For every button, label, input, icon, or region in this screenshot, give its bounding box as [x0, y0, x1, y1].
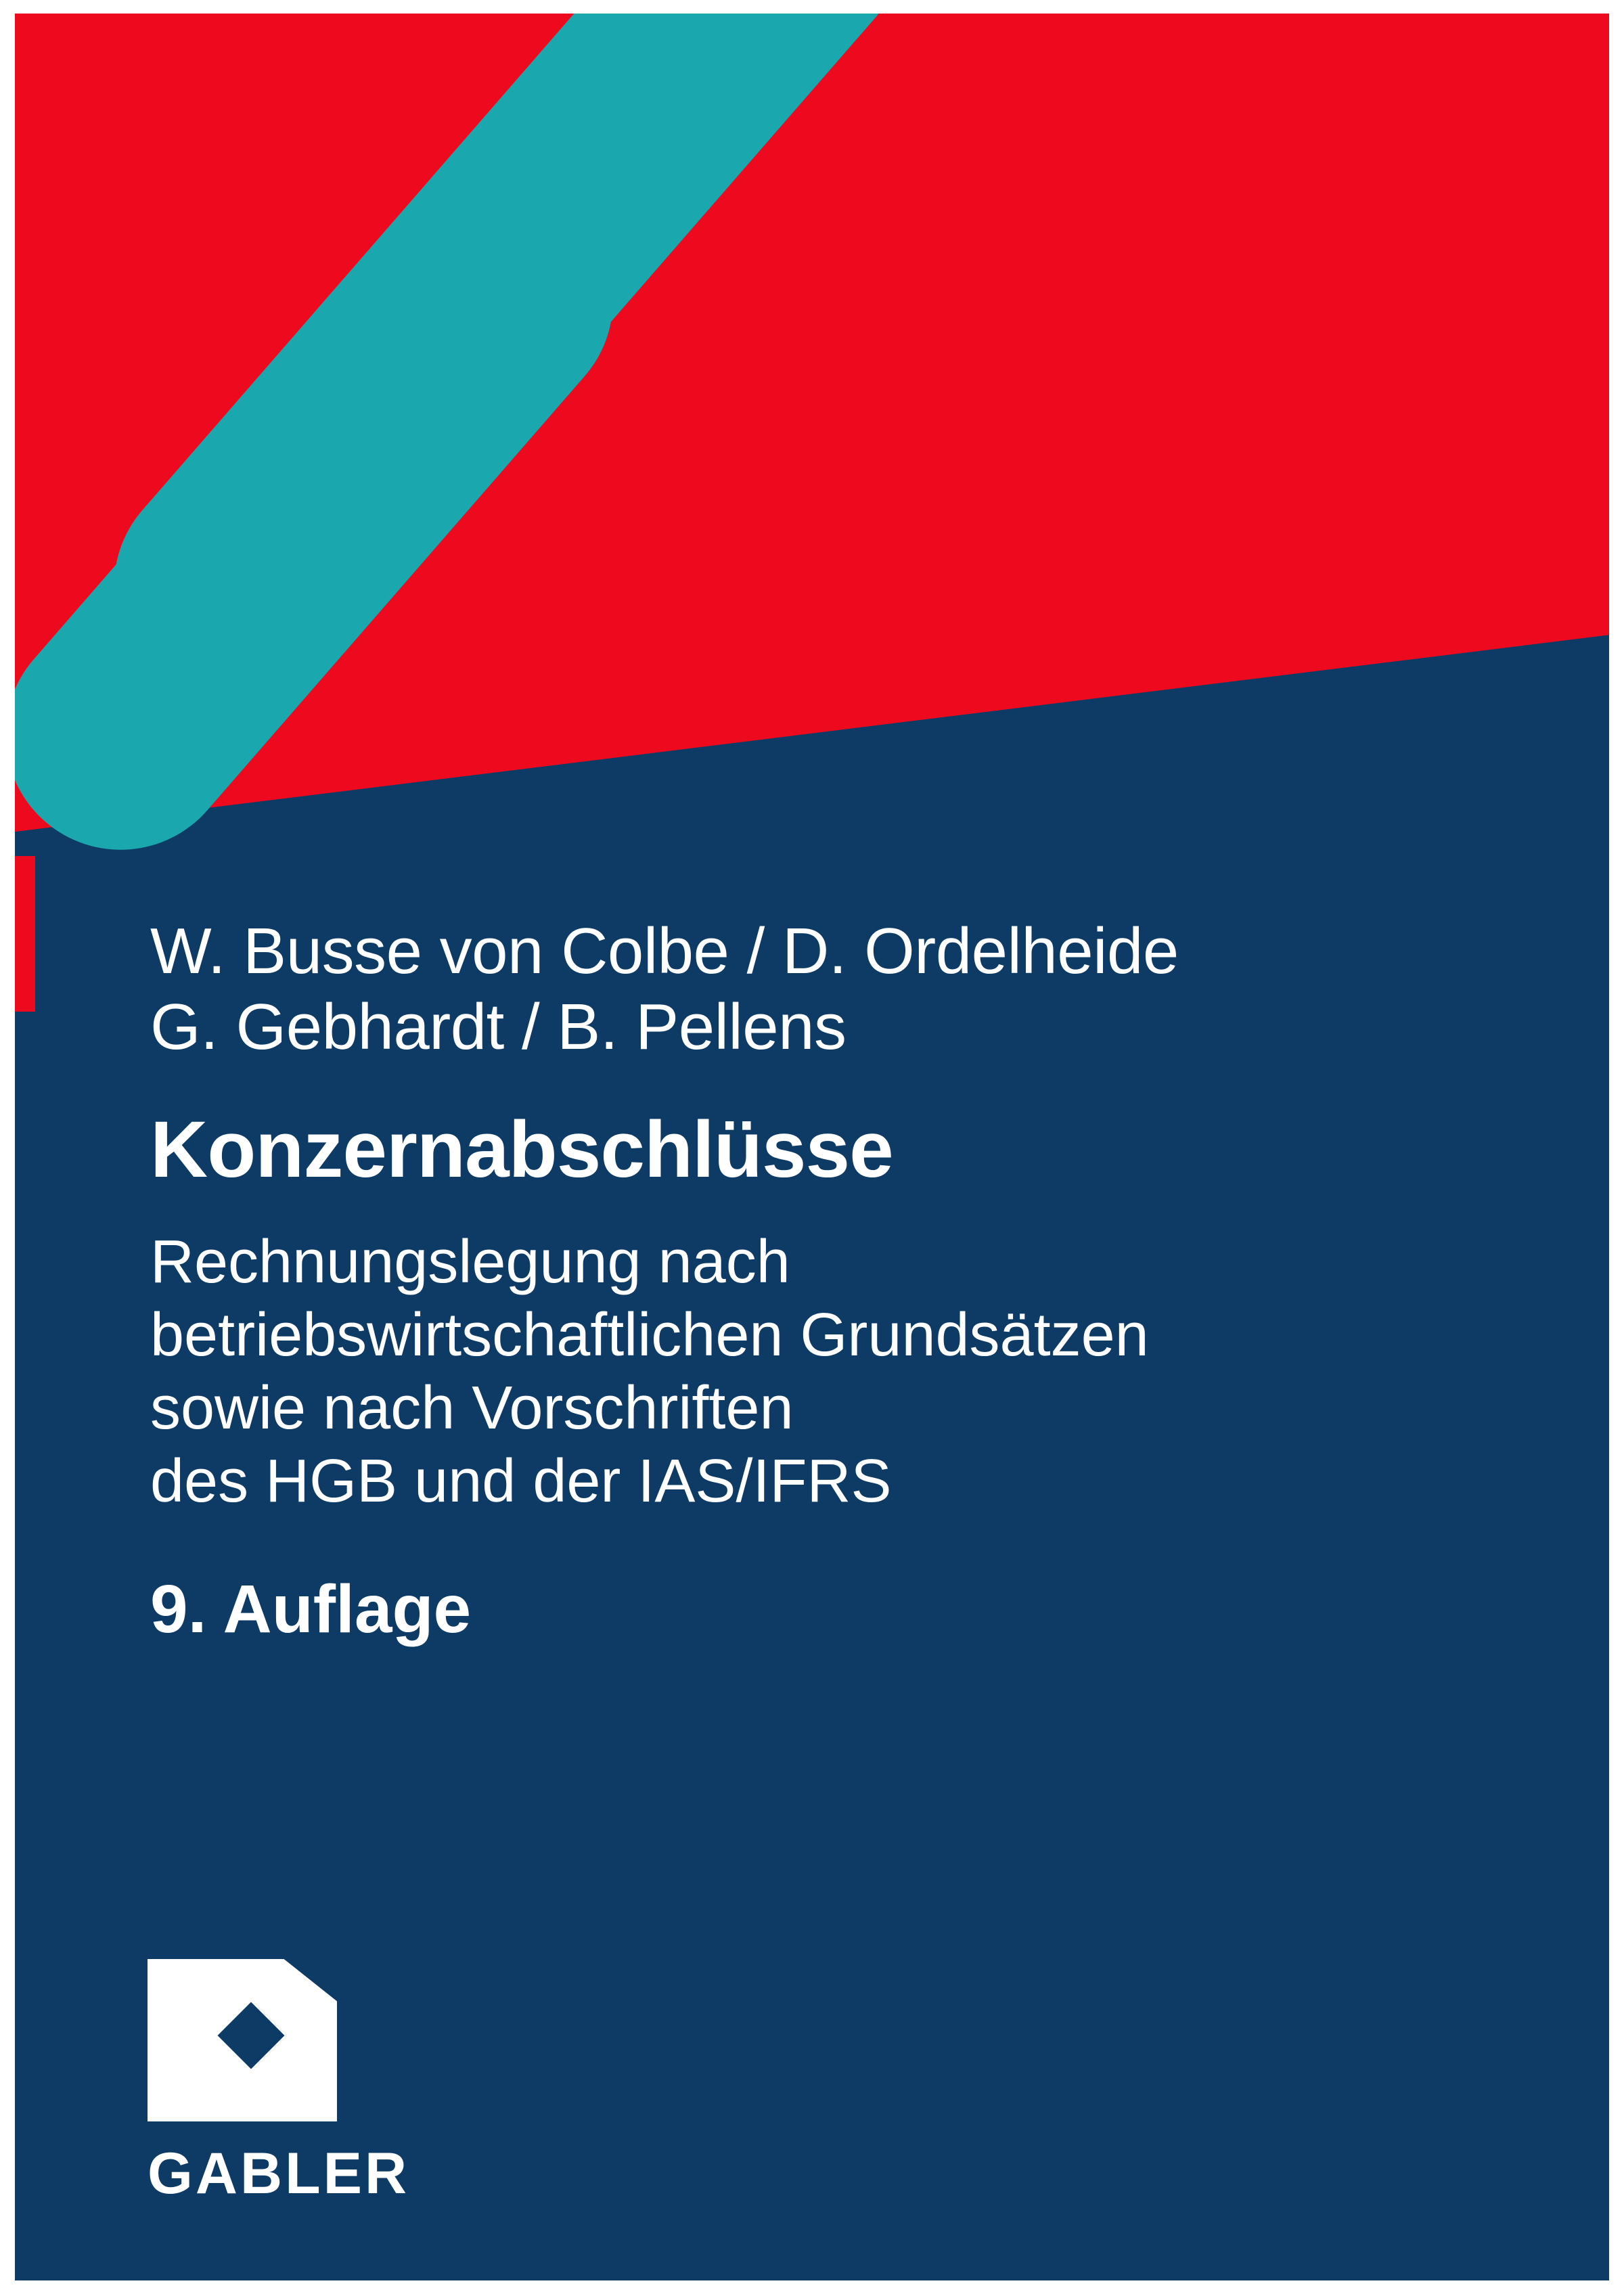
publisher-block — [148, 1959, 621, 2207]
book-subtitle — [150, 1225, 1544, 1518]
cover-artwork — [15, 14, 1609, 2280]
subtitle-line-2: betriebswirtschaftlichen Grundsätzen — [150, 1301, 1149, 1369]
authors-line-2: G. Gebhardt / B. Pellens — [150, 991, 847, 1064]
subtitle-line-1: Rechnungslegung nach — [150, 1228, 790, 1296]
cover-text-block — [150, 914, 1544, 1648]
subtitle-line-4: des HGB und der IAS/IFRS — [150, 1447, 892, 1515]
book-title: Konzernabschlüsse — [150, 1104, 893, 1194]
authors — [150, 914, 1544, 1066]
gabler-logo-icon — [148, 1959, 337, 2121]
publisher-name: GABLER — [148, 2141, 410, 2206]
authors-line-1: W. Busse von Colbe / D. Ordelheide — [150, 915, 1179, 987]
edition-label: 9. Auflage — [150, 1571, 472, 1647]
subtitle-line-3: sowie nach Vorschriften — [150, 1374, 794, 1442]
red-notch — [15, 856, 35, 1012]
